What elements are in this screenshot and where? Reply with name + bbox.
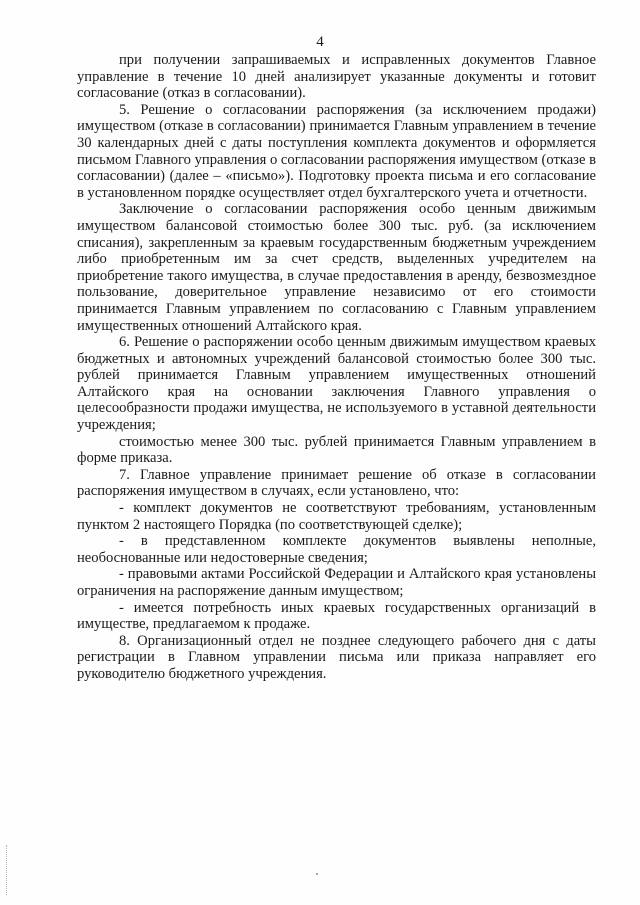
paragraph-received-documents: при получении запрашиваемых и исправленных документов Главное управление в течение 10 дней анализирует указанные документы и готовит согласование (отказ в согласовании). — [77, 52, 596, 102]
paragraph-item-5: 5. Решение о согласовании распоряжения (за исключением продажи) имуществом (отказе в согласовании) принимается Главным управлением в течение 30 календарных дней с даты поступления комплекта документов и оформляется письмом Главного управления о согласовании распоряжения имуществом (отказе в согласовании) (далее – «письмо»). Подготовку проекта письма и его согласование в установленном порядке осуществляет отдел бухгалтерского учета и отчетности. — [77, 101, 596, 201]
list-item-documents-mismatch: - комплект документов не соответствуют требованиям, установленным пунктом 2 настоящего Порядка (по соответствующей сделке); — [77, 500, 596, 533]
list-item-legal-restrictions: - правовыми актами Российской Федерации и Алтайского края установлены ограничения на распоряжение данным имуществом; — [77, 566, 596, 599]
paragraph-approval-conclusion: Заключение о согласовании распоряжения особо ценным движимым имуществом балансовой стоимостью более 300 тыс. руб. (за исключением списания), закрепленным за краевым государственным бюджетным учреждением либо приобретенным им за счет средств, выделенных учредителем на приобретение такого имущества, в случае предоставления в аренду, безвозмездное пользование, доверительное управление независимо от его стоимости принимается Главным управлением по согласованию с Главным управлением имущественных отношений Алтайского края. — [77, 201, 596, 334]
list-item-incomplete-data: - в представленном комплекте документов выявлены неполные, необоснованные или недостоверные сведения; — [77, 533, 596, 566]
scan-speck — [316, 873, 318, 875]
scan-margin-artifact — [6, 845, 10, 895]
paragraph-under-300k: стоимостью менее 300 тыс. рублей принимается Главным управлением в форме приказа. — [77, 433, 596, 467]
paragraph-item-7: 7. Главное управление принимает решение об отказе в согласовании распоряжения имуществом в случаях, если установлено, что: — [77, 466, 596, 500]
document-body — [77, 52, 596, 683]
list-item-other-organizations-need: - имеется потребность иных краевых государственных организаций в имуществе, предлагаемом к продаже. — [77, 599, 596, 633]
paragraph-item-6: 6. Решение о распоряжении особо ценным движимым имуществом краевых бюджетных и автономных учреждений балансовой стоимостью более 300 тыс. рублей принимается Главным управлением имущественных отношений Алтайского края на основании заключения Главного управления о целесообразности продажи имущества, не используемого в уставной деятельности учреждения; — [77, 334, 596, 434]
page-number: 4 — [316, 34, 324, 50]
paragraph-item-8: 8. Организационный отдел не позднее следующего рабочего дня с даты регистрации в Главном управлении письма или приказа направляет его руководителю бюджетного учреждения. — [77, 632, 596, 682]
